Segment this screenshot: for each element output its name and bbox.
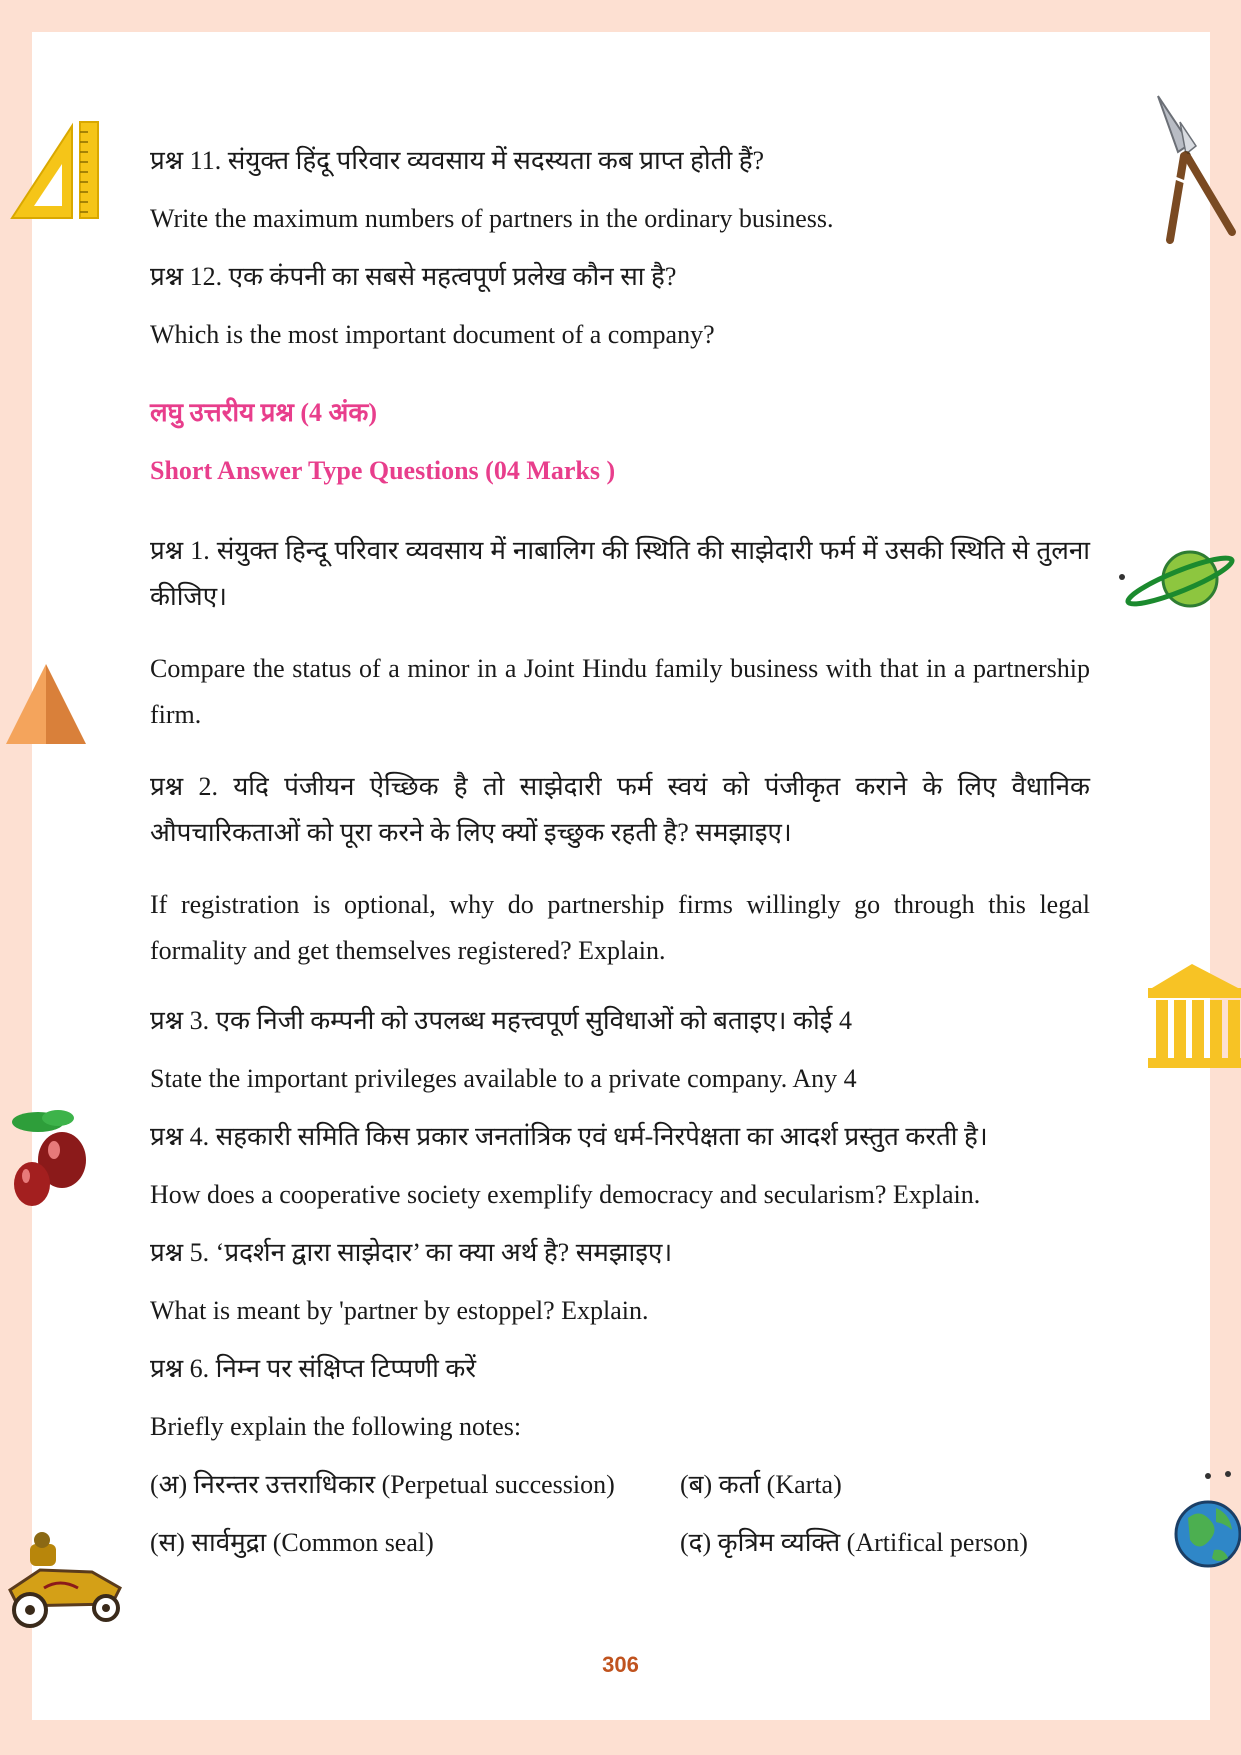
globe-icon — [1170, 1468, 1241, 1574]
question-5-hindi: प्रश्न 5. ‘प्रदर्शन द्वारा साझेदार’ का क्या अर्थ है? समझाइए। — [150, 1238, 673, 1267]
question-2-english: If registration is optional, why do partnership firms willingly go through this legal formality and get themselves registered? Explain. — [150, 890, 1090, 965]
section-title-english: Short Answer Type Questions (04 Marks ) — [150, 456, 616, 485]
question-12-hindi: प्रश्न 12. एक कंपनी का सबसे महत्वपूर्ण प्रलेख कौन सा है? — [150, 262, 677, 291]
question-6-hindi: प्रश्न 6. निम्न पर संक्षिप्त टिप्पणी करें — [150, 1354, 476, 1383]
notes-row-1 — [150, 1464, 1090, 1506]
question-3-english: State the important privileges available to a private company. Any 4 — [150, 1064, 857, 1093]
planet-icon — [1118, 545, 1241, 615]
notes-row-2 — [150, 1522, 1090, 1564]
car-icon — [0, 1530, 130, 1640]
question-2-hindi: प्रश्न 2. यदि पंजीयन ऐच्छिक है तो साझेदारी फर्म स्वयं को पंजीकृत कराने के लिए वैधानिक औपचारिकताओं को पूरा करने के लिए क्यों इच्छुक रहती है? समझाइए। — [150, 772, 1090, 847]
question-6-english: Briefly explain the following notes: — [150, 1412, 522, 1441]
page-number: 306 — [602, 1652, 639, 1677]
section-title-hindi: लघु उत्तरीय प्रश्न (4 अंक) — [150, 398, 377, 427]
question-4-hindi: प्रश्न 4. सहकारी समिति किस प्रकार जनतांत्रिक एवं धर्म-निरपेक्षता का आदर्श प्रस्तुत करती है। — [150, 1122, 988, 1151]
question-1-english: Compare the status of a minor in a Joint Hindu family business with that in a partnership firm. — [150, 654, 1090, 729]
pillar-icon — [1144, 958, 1241, 1070]
question-11-english: Write the maximum numbers of partners in the ordinary business. — [150, 204, 834, 233]
shears-icon — [1150, 92, 1240, 244]
question-11-hindi: प्रश्न 11. संयुक्त हिंदू परिवार व्यवसाय में सदस्यता कब प्राप्त होती हैं? — [150, 146, 765, 175]
question-5-english: What is meant by 'partner by estoppel? Explain. — [150, 1296, 649, 1325]
note-c: (स) सार्वमुद्रा (Common seal) — [150, 1528, 434, 1557]
question-12-english: Which is the most important document of a company? — [150, 320, 715, 349]
set-square-icon — [8, 118, 104, 222]
pyramid-icon — [2, 660, 90, 748]
question-1-hindi: प्रश्न 1. संयुक्त हिन्दू परिवार व्यवसाय में नाबालिग की स्थिति की साझेदारी फर्म में उसकी स्थिति से तुलना कीजिए। — [150, 536, 1090, 611]
question-4-english: How does a cooperative society exemplify democracy and secularism? Explain. — [150, 1180, 981, 1209]
question-3-hindi: प्रश्न 3. एक निजी कम्पनी को उपलब्ध महत्त्वपूर्ण सुविधाओं को बताइए। कोई 4 — [150, 1006, 852, 1035]
page-content — [150, 140, 1090, 1564]
note-b: (ब) कर्ता (Karta) — [680, 1470, 842, 1499]
note-d: (द) कृत्रिम व्यक्ति (Artifical person) — [680, 1528, 1028, 1557]
cherry-icon — [4, 1104, 90, 1210]
note-a: (अ) निरन्तर उत्तराधिकार (Perpetual succession) — [150, 1470, 615, 1499]
